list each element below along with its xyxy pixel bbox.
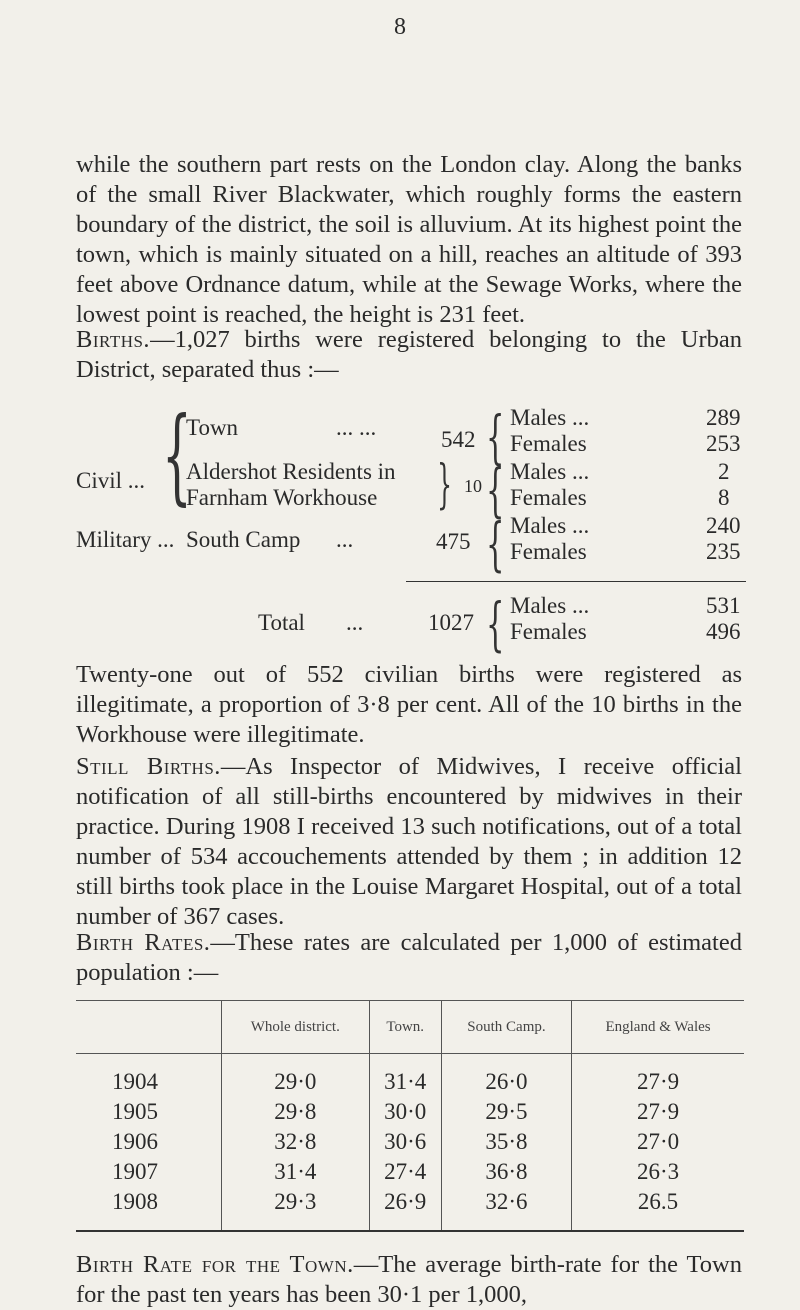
rate-cell: 30·6	[369, 1127, 441, 1157]
row-camp-females: 235	[706, 539, 741, 564]
row-town-males-label: Males ...	[510, 405, 590, 430]
row-workhouse-place: Aldershot Residents in	[186, 459, 396, 484]
total-dots: ...	[346, 610, 364, 635]
col-header-england-wales: England & Wales	[572, 1001, 744, 1054]
total-females: 496	[706, 619, 741, 644]
paragraph-geology: while the southern part rests on the London clay. Along the banks of the small River Blackwater, which roughly forms the eastern boundary of the district, the soil is alluvium. At its highest point the town, which is mainly situated on a hill, reaches an altitude of 393 feet above Ordnance datum, while at the Sewage Works, where the lowest point is reached, the height is 231 feet.	[76, 151, 742, 328]
births-intro-text: —1,027 births were registered belonging to the Urban District, separated thus :—	[76, 326, 742, 383]
rate-cell: 27·0	[572, 1127, 744, 1157]
still-births-text: —As Inspector of Midwives, I receive official notification of all still-births encountered by midwives in their practice. During 1908 I received 13 such notifications, out of a total number of 534 accouchements attended by them ; in addition 12 still births took place in the Louise Margaret Hospital, out of a total number of 367 cases.	[76, 753, 742, 930]
rate-cell: 29·8	[222, 1097, 370, 1127]
row-camp-dots: ...	[336, 527, 354, 552]
row-camp-place: South Camp	[186, 527, 301, 552]
table-row	[76, 1187, 744, 1231]
row-workhouse-right-brace: {	[437, 455, 452, 515]
page-number: 8	[394, 14, 406, 40]
table-row	[76, 1097, 744, 1127]
table-bottom-rule	[76, 1231, 744, 1234]
rate-cell: 31·4	[369, 1054, 441, 1098]
paragraph-illegitimate: Twenty-one out of 552 civilian births were registered as illegitimate, a proportion of 3·8 per cent. All of the 10 births in the Workhouse were illegitimate.	[76, 661, 742, 748]
total-count: 1027	[428, 610, 474, 635]
paragraph-town-rate	[76, 1250, 742, 1310]
paragraph-still-births	[76, 752, 742, 932]
row-town-brace: {	[486, 403, 505, 471]
table-row	[76, 1054, 744, 1098]
birth-rates-table	[76, 1000, 744, 1234]
row-camp-males: 240	[706, 513, 741, 538]
rate-cell: 26·0	[441, 1054, 571, 1098]
col-header-town: Town.	[369, 1001, 441, 1054]
rate-cell: 31·4	[222, 1157, 370, 1187]
civil-label: Civil ...	[76, 468, 146, 493]
row-workhouse-brace: {	[486, 456, 505, 524]
still-births-heading: Still Births.	[76, 753, 221, 780]
row-workhouse-females-label: Females	[510, 485, 587, 510]
rate-cell: 32·8	[222, 1127, 370, 1157]
paragraph-births-intro	[76, 325, 742, 385]
town-rate-heading: Birth Rate for the Town.	[76, 1251, 354, 1278]
town-rate-text: —The average birth-rate for the Town for the past ten years has been 30·1 per 1,000,	[76, 1251, 742, 1308]
row-town-females: 253	[706, 431, 741, 456]
rate-cell: 27·9	[572, 1097, 744, 1127]
year-cell: 1905	[112, 1099, 158, 1124]
year-cell: 1907	[112, 1159, 158, 1184]
total-label: Total	[258, 610, 305, 635]
rate-cell: 26·9	[369, 1187, 441, 1231]
row-workhouse-females: 8	[718, 485, 730, 510]
table-row	[76, 1127, 744, 1157]
row-town-males: 289	[706, 405, 741, 430]
births-heading: Births.	[76, 326, 151, 353]
rate-cell: 27·9	[572, 1054, 744, 1098]
total-brace: {	[486, 590, 505, 658]
row-workhouse-males-label: Males ...	[510, 459, 590, 484]
col-header-whole-district: Whole district.	[222, 1001, 370, 1054]
row-camp-males-label: Males ...	[510, 513, 590, 538]
rate-cell: 30·0	[369, 1097, 441, 1127]
rate-cell: 32·6	[441, 1187, 571, 1231]
total-rule	[406, 581, 746, 582]
row-workhouse-count: 10	[464, 476, 482, 496]
row-town-place: Town	[186, 415, 239, 440]
row-town-count: 542	[441, 427, 476, 452]
rate-cell: 27·4	[369, 1157, 441, 1187]
row-camp-count: 475	[436, 529, 471, 554]
rate-cell: 29·0	[222, 1054, 370, 1098]
rate-cell: 35·8	[441, 1127, 571, 1157]
table-row	[76, 1157, 744, 1187]
row-camp-females-label: Females	[510, 539, 587, 564]
military-label: Military ...	[76, 527, 175, 552]
year-cell: 1906	[112, 1129, 158, 1154]
total-males: 531	[706, 593, 741, 618]
row-town-females-label: Females	[510, 431, 587, 456]
year-cell: 1908	[112, 1189, 158, 1214]
year-cell: 1904	[112, 1069, 158, 1094]
row-workhouse-place2: Farnham Workhouse	[186, 485, 378, 510]
birth-rates-heading: Birth Rates.	[76, 929, 211, 956]
year-header	[76, 1001, 222, 1054]
total-females-label: Females	[510, 619, 587, 644]
rate-cell: 36·8	[441, 1157, 571, 1187]
col-header-south-camp: South Camp.	[441, 1001, 571, 1054]
rate-cell: 26.5	[572, 1187, 744, 1231]
rate-cell: 29·5	[441, 1097, 571, 1127]
row-camp-brace: {	[486, 510, 505, 578]
row-workhouse-males: 2	[718, 459, 730, 484]
total-males-label: Males ...	[510, 593, 590, 618]
civil-brace: {	[162, 394, 192, 516]
paragraph-birth-rates	[76, 928, 742, 988]
rate-cell: 26·3	[572, 1157, 744, 1187]
birth-rates-text: —These rates are calculated per 1,000 of estimated population :—	[76, 929, 742, 986]
row-town-dots: ... ...	[336, 415, 377, 440]
rate-cell: 29·3	[222, 1187, 370, 1231]
